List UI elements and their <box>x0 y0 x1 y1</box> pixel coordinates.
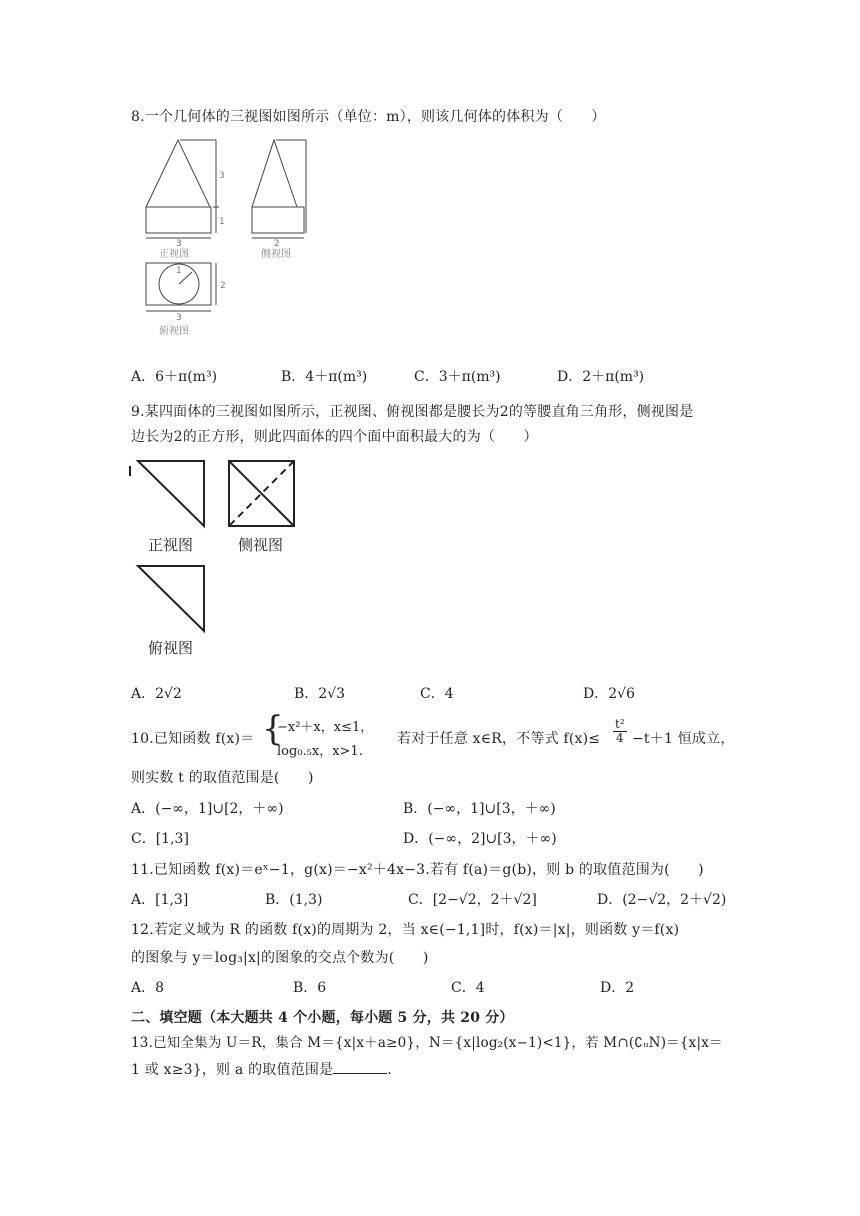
q10-brace: { <box>262 709 284 749</box>
q10-fraction <box>613 718 627 745</box>
q10-option-d[interactable]: D．(−∞，2]∪[3，＋∞) <box>403 831 557 847</box>
q9-three-view-figure <box>126 456 306 661</box>
q9-front-triangle <box>138 461 204 526</box>
q8-dim-1: 1 <box>219 217 225 227</box>
q9-option-b[interactable]: B．2√3 <box>294 686 346 702</box>
q8-side-caption: 侧视图 <box>261 249 291 260</box>
q9-option-c[interactable]: C．4 <box>420 686 454 702</box>
q8-dim-2a: 2 <box>220 281 226 291</box>
q9-option-d[interactable]: D．2√6 <box>583 686 635 702</box>
q12-option-a[interactable]: A．8 <box>131 980 165 996</box>
q11-option-d[interactable]: D．(2−√2，2＋√2) <box>597 892 727 908</box>
q11-option-c[interactable]: C．[2−√2，2＋√2] <box>408 892 537 908</box>
q8-front-caption: 正视图 <box>159 249 189 260</box>
q9-side-caption: 侧视图 <box>238 536 284 554</box>
q8-option-c[interactable]: C．3＋π(m³) <box>414 369 501 385</box>
q10-option-c[interactable]: C．[1,3] <box>131 831 189 847</box>
q10-case1: −x²＋x，x≤1， <box>277 720 374 735</box>
q8-option-a[interactable]: A．6＋π(m³) <box>131 369 218 385</box>
q11-stem: 11.已知函数 f(x)＝eˣ−1，g(x)＝−x²＋4x−3.若有 f(a)＝g(b)，则 b 的取值范围为( ) <box>131 862 704 878</box>
q11-option-b[interactable]: B．(1,3) <box>265 892 323 908</box>
q11-option-a[interactable]: A．[1,3] <box>131 892 189 908</box>
q13-stem-line2 <box>131 1059 392 1079</box>
q8-dim-3a: 3 <box>219 171 225 181</box>
q12-option-d[interactable]: D．2 <box>600 980 635 996</box>
q12-stem-line2: 的图象与 y＝log₃|x|的图象的交点个数为( ) <box>131 950 429 966</box>
q10-tail: −t＋1 恒成立， <box>632 731 735 747</box>
q9-top-triangle <box>138 566 204 631</box>
q8-dim-3b: 3 <box>176 239 182 249</box>
q10-frac-den: 4 <box>616 731 624 745</box>
q8-three-view-figure <box>136 136 256 346</box>
q9-option-a[interactable]: A．2√2 <box>131 686 182 702</box>
q8-stem: 8.一个几何体的三视图如图所示（单位：m），则该几何体的体积为（ ） <box>131 109 606 125</box>
q8-dim-2b: 2 <box>274 239 280 249</box>
q10-lead: 10.已知函数 f(x)＝ <box>131 731 255 747</box>
q9-top-caption: 俯视图 <box>148 639 194 657</box>
q12-option-b[interactable]: B．6 <box>293 980 327 996</box>
q10-case2: log₀.₅x，x>1. <box>277 744 363 759</box>
q9-stem-line2: 边长为2的正方形，则此四面体的四个面中面积最大的为（ ） <box>131 429 538 445</box>
q10-option-a[interactable]: A．(−∞，1]∪[2，＋∞) <box>131 801 284 817</box>
q9-stem-line1: 9.某四面体的三视图如图所示，正视图、俯视图都是腰长为2的等腰直角三角形，侧视图是 <box>131 404 694 420</box>
q10-option-b[interactable]: B．(−∞，1]∪[3，＋∞) <box>403 801 556 817</box>
q13-stem-line1: 13.已知全集为 U＝R，集合 M＝{x|x＋a≥0}，N＝{x|log₂(x−1)<1}，若 M∩(∁ᵤN)＝{x|x＝ <box>131 1035 723 1051</box>
q12-option-c[interactable]: C．4 <box>451 980 485 996</box>
section-fill-in-title: 二、填空题（本大题共 4 个小题，每小题 5 分，共 20 分） <box>131 1010 514 1026</box>
q8-front-rect <box>146 207 211 233</box>
q8-front-triangle <box>146 140 210 207</box>
q8-option-b[interactable]: B．4＋π(m³) <box>281 369 368 385</box>
q13-answer-blank[interactable] <box>333 1061 387 1074</box>
q10-line2: 则实数 t 的取值范围是( ) <box>131 770 314 786</box>
q8-dim-3c: 3 <box>176 313 182 323</box>
q8-side-view-figure <box>244 136 324 266</box>
q10-frac-num: t² <box>615 717 625 731</box>
q9-front-caption: 正视图 <box>148 536 194 554</box>
q12-stem-line1: 12.若定义域为 R 的函数 f(x)的周期为 2，当 x∈(−1,1]时，f(x)＝|x|，则函数 y＝f(x) <box>131 922 680 938</box>
q8-option-d[interactable]: D．2＋π(m³) <box>557 369 645 385</box>
q8-top-caption: 俯视图 <box>159 326 189 337</box>
q8-dim-r: 1 <box>176 266 182 276</box>
q13-period: . <box>387 1062 392 1078</box>
q10-mid: 若对于任意 x∈R，不等式 f(x)≤ <box>397 731 601 747</box>
q13-stem-line2-text: 1 或 x≥3}，则 a 的取值范围是 <box>131 1062 334 1078</box>
